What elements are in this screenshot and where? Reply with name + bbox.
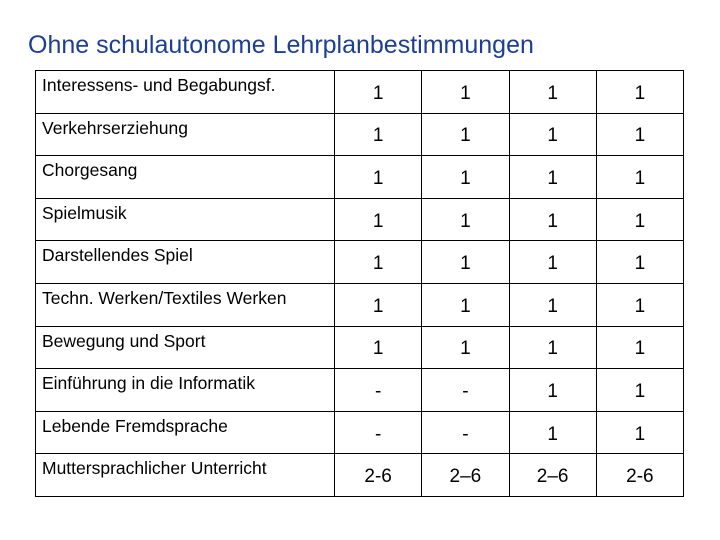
table-cell: 1 bbox=[509, 198, 596, 241]
table-cell: 1 bbox=[596, 198, 683, 241]
table-cell: 1 bbox=[422, 71, 509, 114]
row-label: Bewegung und Sport bbox=[36, 326, 335, 369]
table-row bbox=[36, 454, 684, 497]
table-cell: 2–6 bbox=[422, 454, 509, 497]
table-cell: 1 bbox=[509, 71, 596, 114]
table-row bbox=[36, 198, 684, 241]
table-cell: 1 bbox=[422, 283, 509, 326]
table-cell: 1 bbox=[596, 326, 683, 369]
table-cell: 1 bbox=[509, 369, 596, 412]
table-cell: - bbox=[422, 411, 509, 454]
table-cell: 1 bbox=[509, 241, 596, 284]
table-row bbox=[36, 283, 684, 326]
table-cell: - bbox=[335, 411, 422, 454]
table-cell: 2-6 bbox=[596, 454, 683, 497]
table-cell: 1 bbox=[596, 411, 683, 454]
row-label: Interessens- und Begabungsf. bbox=[36, 71, 335, 114]
table-cell: 1 bbox=[335, 113, 422, 156]
table-cell: 1 bbox=[335, 283, 422, 326]
row-label: Darstellendes Spiel bbox=[36, 241, 335, 284]
table-cell: 1 bbox=[509, 156, 596, 199]
table-row bbox=[36, 369, 684, 412]
row-label: Chorgesang bbox=[36, 156, 335, 199]
subjects-table-body bbox=[36, 71, 684, 497]
table-cell: 1 bbox=[509, 113, 596, 156]
row-label: Lebende Fremdsprache bbox=[36, 411, 335, 454]
table-cell: 2–6 bbox=[509, 454, 596, 497]
table-cell: 1 bbox=[335, 156, 422, 199]
table-cell: 1 bbox=[596, 71, 683, 114]
table-cell: 1 bbox=[509, 326, 596, 369]
subjects-table bbox=[35, 70, 684, 497]
table-row bbox=[36, 71, 684, 114]
row-label: Muttersprachlicher Unterricht bbox=[36, 454, 335, 497]
table-row bbox=[36, 411, 684, 454]
table-cell: 1 bbox=[596, 156, 683, 199]
table-cell: 1 bbox=[509, 411, 596, 454]
table-cell: 1 bbox=[422, 156, 509, 199]
table-row bbox=[36, 113, 684, 156]
table-cell: 1 bbox=[596, 283, 683, 326]
page-title: Ohne schulautonome Lehrplanbestimmungen bbox=[28, 31, 534, 59]
table-cell: 1 bbox=[422, 326, 509, 369]
table-row bbox=[36, 326, 684, 369]
table-cell: 1 bbox=[596, 113, 683, 156]
row-label: Techn. Werken/Textiles Werken bbox=[36, 283, 335, 326]
table-cell: 1 bbox=[422, 198, 509, 241]
table-cell: - bbox=[335, 369, 422, 412]
table-cell: - bbox=[422, 369, 509, 412]
table-cell: 1 bbox=[596, 369, 683, 412]
table-cell: 1 bbox=[596, 241, 683, 284]
table-cell: 1 bbox=[335, 198, 422, 241]
row-label: Einführung in die Informatik bbox=[36, 369, 335, 412]
table-cell: 1 bbox=[335, 241, 422, 284]
table-cell: 1 bbox=[422, 113, 509, 156]
table-row bbox=[36, 156, 684, 199]
table-row bbox=[36, 241, 684, 284]
table-cell: 1 bbox=[335, 71, 422, 114]
table-cell: 2-6 bbox=[335, 454, 422, 497]
table-cell: 1 bbox=[509, 283, 596, 326]
table-cell: 1 bbox=[422, 241, 509, 284]
row-label: Verkehrserziehung bbox=[36, 113, 335, 156]
table-cell: 1 bbox=[335, 326, 422, 369]
row-label: Spielmusik bbox=[36, 198, 335, 241]
